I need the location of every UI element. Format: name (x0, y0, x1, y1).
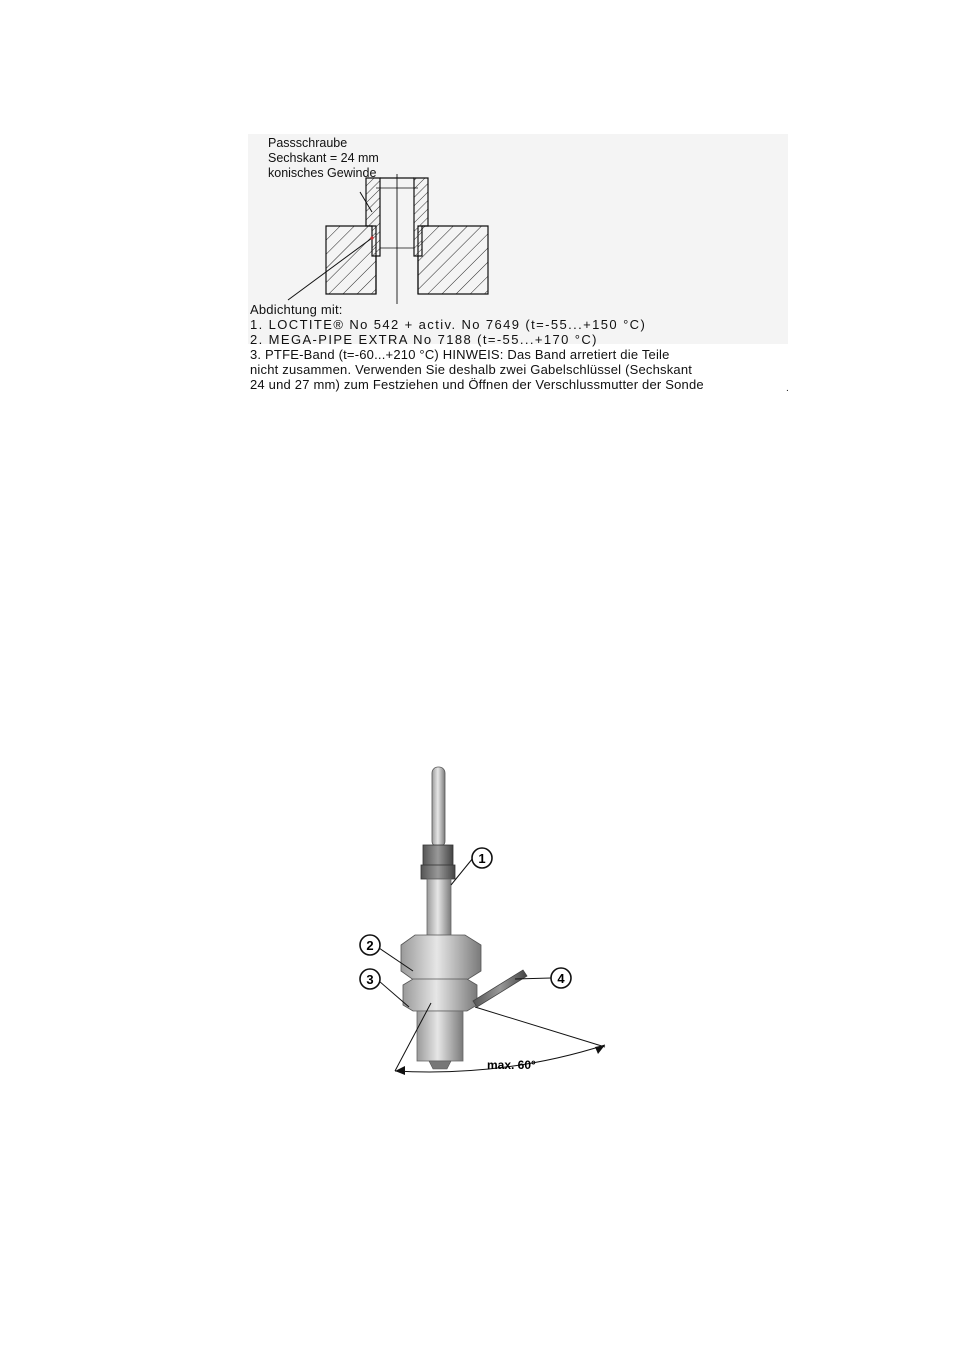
lower-hex-nut (403, 979, 477, 1011)
cable-gland (423, 845, 453, 867)
sealing-option-1: 1. LOCTITE® No 542 + activ. No 7649 (t=-55...+150 °C) (250, 317, 647, 332)
label-passschraube: Passschraube (268, 136, 348, 150)
callout-4 (551, 968, 571, 988)
probe-tip (429, 1061, 451, 1069)
label-sechskant: Sechskant = 24 mm (268, 151, 379, 165)
angle-line-right (475, 1007, 605, 1047)
sealing-title: Abdichtung mit: (250, 302, 343, 317)
callout-2-number: 2 (366, 938, 374, 953)
sealing-option-2: 2. MEGA-PIPE EXTRA No 7188 (t=-55...+170 °C) (250, 332, 598, 347)
sealing-note-line-2: nicht zusammen. Verwenden Sie deshalb zwei Gabelschlüssel (Sechskant (250, 362, 693, 377)
sealing-option-3: 3. PTFE-Band (t=-60...+210 °C) HINWEIS: Das Band arretiert die Teile (250, 347, 670, 362)
callout-1 (472, 848, 492, 868)
base-plate-left (326, 226, 376, 294)
callout-3 (360, 969, 380, 989)
base-plate-right (418, 226, 488, 294)
fitting-section-figure (248, 134, 788, 396)
threaded-body (417, 1011, 463, 1061)
callout-1-number: 1 (478, 851, 486, 866)
label-konisches-gewinde: konisches Gewinde (268, 166, 377, 180)
probe-drawing (355, 765, 615, 1085)
angle-label: max. 60° (487, 1058, 536, 1072)
probe-stem (427, 879, 451, 941)
callout-3-number: 3 (366, 972, 374, 987)
sealing-note-line-3: 24 und 27 mm) zum Festziehen und Öffnen der Verschlussmutter der Sonde (250, 377, 704, 392)
upper-hex-nut (401, 935, 481, 981)
callout-4-number: 4 (557, 971, 565, 986)
probe-cable (432, 767, 445, 847)
trailing-mark: . (786, 383, 789, 394)
side-rod (473, 970, 527, 1007)
callout-2 (360, 935, 380, 955)
probe-figure (355, 765, 615, 1085)
